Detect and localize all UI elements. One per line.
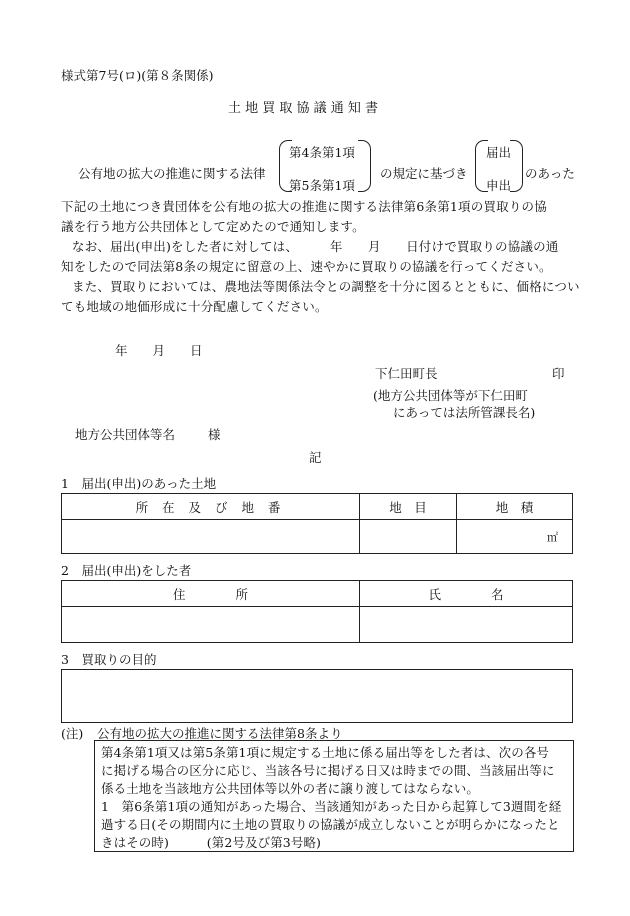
sender-note-2: にあっては法所管課長名) [393,405,536,420]
col-category-header [360,494,457,520]
col-address-header [62,581,360,607]
land-location-cell[interactable] [62,520,360,554]
col-category-label: 地 目 [389,499,427,515]
land-area-cell[interactable] [457,520,573,554]
bracket-right-1 [358,140,371,192]
bracket1-top: 第4条第1項 [289,145,355,160]
bracket1-bottom: 第5条第1項 [289,178,355,193]
ki-heading: 記 [309,450,322,465]
note-title: 公有地の拡大の推進に関する法律第8条より [97,726,343,741]
bracket-right-2 [510,140,523,192]
note-line-5: 過する日(その期間内に土地の買取りの協議が成立しないことが明らかになったと [101,817,560,832]
note-line-2: に掲げる場合の区分に応じ、当該各号に掲げる日又は時までの間、当該届出等に [101,763,555,778]
col-name-header [360,581,573,607]
date-line: 年 月 日 [115,343,203,358]
col-area-header [457,494,573,520]
person-table [61,580,573,643]
area-unit: ㎡ [547,530,558,544]
intro-line-4: なお、届出(申出)をした者に対しては、 年 月 日付けで買取りの協議の通 [72,239,559,254]
note-line-6: きはその時) (第2号及び第3号略) [101,835,322,850]
land-table [61,493,573,554]
intro-tail: のあった [525,166,575,181]
land-category-cell[interactable] [360,520,457,554]
col-address-label: 住 所 [172,586,248,602]
intro-line-2: 下記の土地につき貴団体を公有地の拡大の推進に関する法律第6条第1項の買取りの協 [61,199,547,214]
note-label: (注) [61,726,84,741]
note-line-4: 1 第6条第1項の通知があった場合、当該通知があった日から起算して3週間を経 [101,799,562,814]
intro-lead: 公有地の拡大の推進に関する法律 [78,166,266,181]
addressee-honorific: 様 [208,427,221,442]
col-location-label: 所 在 及 び 地 番 [135,499,286,515]
person-address-cell[interactable] [62,607,360,643]
intro-line-3: 議を行う地方公共団体として定めたので通知します。 [61,219,365,234]
intro-line-6: また、買取りにおいては、農地法等関係法令との調整を十分に図るとともに、価格につい [72,279,580,294]
form-number: 様式第7号(ロ)(第８条関係) [61,68,214,83]
note-line-1: 第4条第1項又は第5条第1項に規定する土地に係る届出等をした者は、次の各号 [101,745,550,760]
bracket2-bottom: 申出 [486,178,512,193]
intro-line-7: ても地域の地価形成に十分配慮してください。 [61,299,328,314]
sender-name: 下仁田町長 [375,366,438,381]
seal-mark: 印 [552,366,565,381]
col-area-label: 地 積 [495,499,534,515]
section2-heading: 2 届出(申出)をした者 [61,563,192,578]
section3-heading: 3 買取りの目的 [61,652,157,667]
col-name-label: 氏 名 [428,586,504,602]
note-line-3: 係る土地を当該地方公共団体等以外の者に譲り渡してはならない。 [101,781,480,796]
person-name-cell[interactable] [360,607,573,643]
addressee-label: 地方公共団体等名 [75,427,176,442]
document-title: 土 地 買 取 協 議 通 知 書 [228,101,379,116]
purpose-box[interactable] [61,669,573,723]
section1-heading: 1 届出(申出)のあった土地 [61,476,217,491]
bracket2-top: 届出 [486,145,512,160]
sender-note-1: (地方公共団体等が下仁田町 [373,388,528,403]
col-location-header [62,494,360,520]
intro-line-5: 知をしたので同法第8条の規定に留意の上、速やかに買取りの協議を行ってください。 [61,259,552,274]
intro-middle: の規定に基づき [380,166,468,181]
